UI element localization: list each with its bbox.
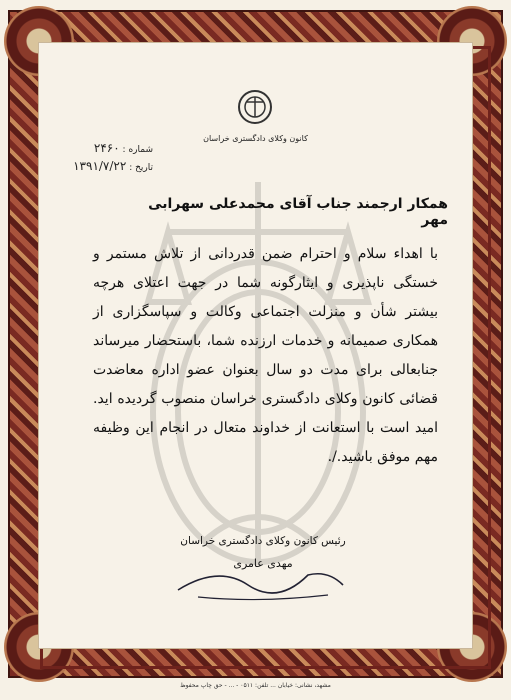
salutation: همکار ارجمند جناب آقای محمدعلی سهرابی مهر [148, 196, 448, 228]
date-value: ۱۳۹۱/۷/۲۲ [73, 159, 127, 173]
letter-meta [33, 140, 153, 176]
organization-name: کانون وکلای دادگستری خراسان [203, 134, 308, 143]
bar-association-emblem-icon [234, 88, 276, 126]
date-label: تاریخ : [129, 163, 153, 173]
letter-body: با اهداء سلام و احترام ضمن قدردانی از تلاش مستمر و خستگی ناپذیری و ایثارگونه شما در جهت اعتلای هرچه بیشتر شأن و منزلت اجتماعی وکالت و سپاسگزاری از همکاری صمیمانه و خدمات ارزنده شما، باستحضار میرساند جنابعالی برای مدت دو سال بعنوان عضو اداره معاضدت قضائی کانون وکلای دادگستری خراسان منصوب گردیده اید. امید است با استعانت از خداوند متعال در انجام این وظیفه مهم موفق باشید./. [93, 246, 438, 465]
number-row [33, 140, 153, 158]
footer-address: مشهد، نشانی: خیابان ... تلفن: ۰۵۱۱ - ... - حق چاپ محفوظ [180, 682, 331, 689]
signatory-title: رئیس کانون وکلای دادگستری خراسان [180, 535, 346, 547]
date-row [33, 158, 153, 176]
number-value: ۲۴۶۰ [93, 141, 120, 155]
signatory-name: مهدی عامری [233, 557, 293, 570]
signature-scribble [158, 545, 358, 605]
paper-sheet [38, 42, 473, 649]
number-label: شماره : [122, 145, 153, 155]
